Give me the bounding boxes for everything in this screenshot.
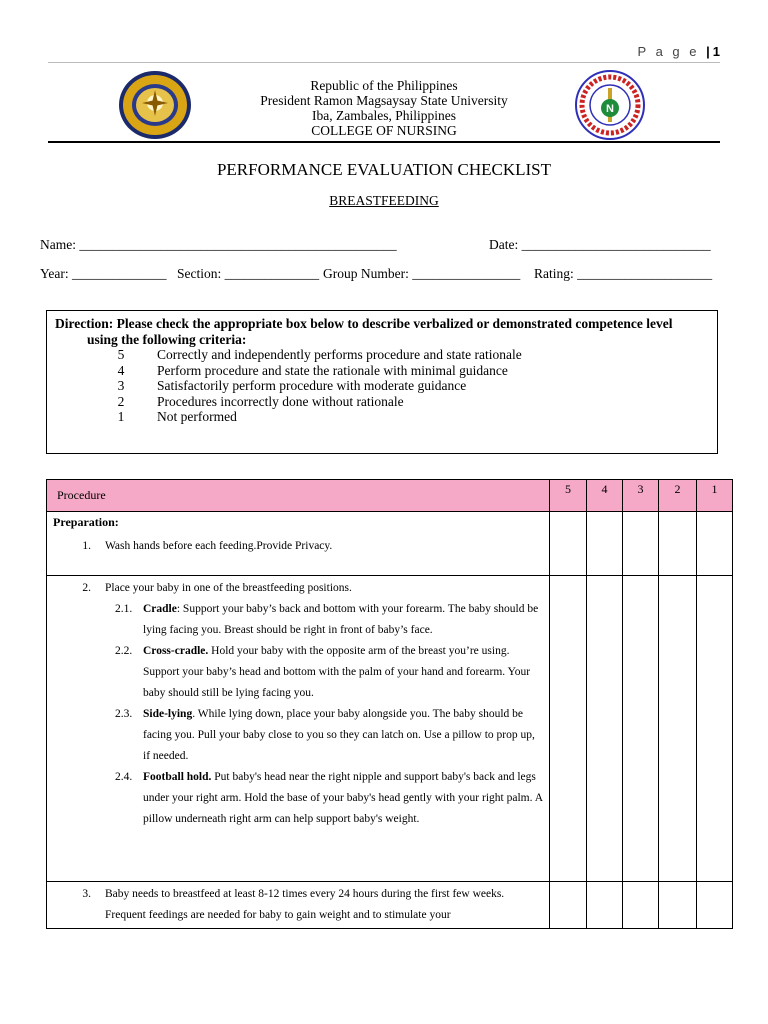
procedure-cell: 2. Place your baby in one of the breastfeeding positions. 2.1. Cradle: Support your baby’s back and bottom with your forearm. The baby should be lying facing you. Breast should be right in front of baby’s face. 2.2. Cross-cradle. Hold your baby with the opposite arm of the breast you’re using. Support your baby’s head and bottom with the palm of your hand and forearm. Your baby should still be lying facing you. 2.3. Side-lying. While lying down, place your baby alongside you. The baby should be facing you. Pull your baby close to you so they can latch on. Use a pillow to prop up, if needed. 2.4. Football hold. Put baby's head near the right nipple and support baby's back and legs under your right arm. Hold the base of your baby's head gently with your right palm. A pillow underneath right arm can help support baby's weight. [47,576,550,882]
header-line-2: President Ramon Magsaysay State University [260,93,508,108]
section-field[interactable]: Section: ______________ [177,266,320,281]
document-title: PERFORMANCE EVALUATION CHECKLIST [216,160,552,179]
checkbox-1[interactable] [697,576,733,882]
page-number: P a g e | 1 [637,44,720,59]
checkbox-2[interactable] [659,576,697,882]
header-divider [48,141,720,143]
name-field[interactable]: Name: _______________________________________________ [40,237,397,252]
checkbox-4[interactable] [587,882,623,929]
checkbox-2[interactable] [659,512,697,576]
header-line-4: COLLEGE OF NURSING [311,123,457,138]
checkbox-5[interactable] [550,512,587,576]
table-header-row [47,480,733,512]
score-header: 4 [587,480,623,512]
checkbox-3[interactable] [623,512,659,576]
step-3-text: Baby needs to breastfeed at least 8-12 times every 24 hours during the first few weeks. Frequent feedings are needed for baby to gain weight and to stimulate your [105,888,505,921]
year-section-row [40,266,720,282]
checkbox-5[interactable] [550,882,587,929]
year-field[interactable]: Year: ______________ [40,266,167,281]
table-row [47,882,733,929]
table-row [47,576,733,882]
page-label: P a g e [637,44,700,59]
criteria-item: 3 Satisfactorily perform procedure with moderate guidance [117,378,467,393]
page-number-value: 1 [712,44,720,59]
score-header: 2 [659,480,697,512]
table-row [47,512,733,576]
institution-header [0,78,768,138]
step-2-text: Place your baby in one of the breastfeeding positions. [105,582,352,594]
procedure-cell: Preparation: 1. Wash hands before each feeding.Provide Privacy. [47,512,550,576]
sub-step: 2.2. Cross-cradle. Hold your baby with the opposite arm of the breast you’re using. Support your baby’s head and bottom with the palm of your hand and forearm. Your baby should still be lying facing you. [115,645,531,699]
checkbox-4[interactable] [587,576,623,882]
checkbox-1[interactable] [697,512,733,576]
direction-box [46,310,718,454]
checkbox-3[interactable] [623,882,659,929]
top-divider [48,62,720,63]
header-line-3: Iba, Zambales, Philippines [312,108,456,123]
header-line-1: Republic of the Philippines [310,78,458,93]
criteria-item: 1 Not performed [117,409,237,424]
score-header: 3 [623,480,659,512]
name-date-row [40,237,720,253]
procedure-cell: 3. Baby needs to breastfeed at least 8-12 times every 24 hours during the first few weeks. Frequent feedings are needed for baby to gain weight and to stimulate your [47,882,550,929]
checklist-table [46,479,733,929]
group-number-field[interactable]: Group Number: ________________ [323,266,521,281]
document-subtitle: BREASTFEEDING [329,193,439,208]
criteria-item: 4 Perform procedure and state the rationale with minimal guidance [117,362,508,378]
checkbox-4[interactable] [587,512,623,576]
sub-step: 2.3. Side-lying. While lying down, place your baby alongside you. The baby should be facing you. Pull your baby close to you so they can latch on. Use a pillow to prop up, if needed. [115,708,535,762]
criteria-item: 5 Correctly and independently performs procedure and state rationale [117,347,522,362]
nursing-logo-letter: N [606,103,614,115]
score-header: 5 [550,480,587,512]
checkbox-1[interactable] [697,882,733,929]
date-field[interactable]: Date: ____________________________ [489,237,711,252]
criteria-item: 2 Procedures incorrectly done without rationale [117,393,404,409]
direction-text-2: using the following criteria: [87,331,247,347]
sub-step: 2.1. Cradle: Support your baby’s back and bottom with your forearm. The baby should be lying facing you. Breast should be right in front of baby’s face. [115,603,539,636]
sub-step: 2.4. Football hold. Put baby's head near the right nipple and support baby's back and legs under your right arm. Hold the base of your baby's head gently with your right palm. A pillow underneath right arm can help support baby's weight. [115,771,543,825]
rating-field[interactable]: Rating: ____________________ [534,266,713,281]
checkbox-3[interactable] [623,576,659,882]
step-1-text: Wash hands before each feeding.Provide Privacy. [105,540,333,552]
preparation-label: Preparation: [53,515,119,529]
checkbox-5[interactable] [550,576,587,882]
score-header: 1 [697,480,733,512]
checkbox-2[interactable] [659,882,697,929]
procedure-header: Procedure [47,480,550,512]
direction-text: Direction: Please check the appropriate box below to describe verbalized or demonstrated competence level [55,316,673,331]
